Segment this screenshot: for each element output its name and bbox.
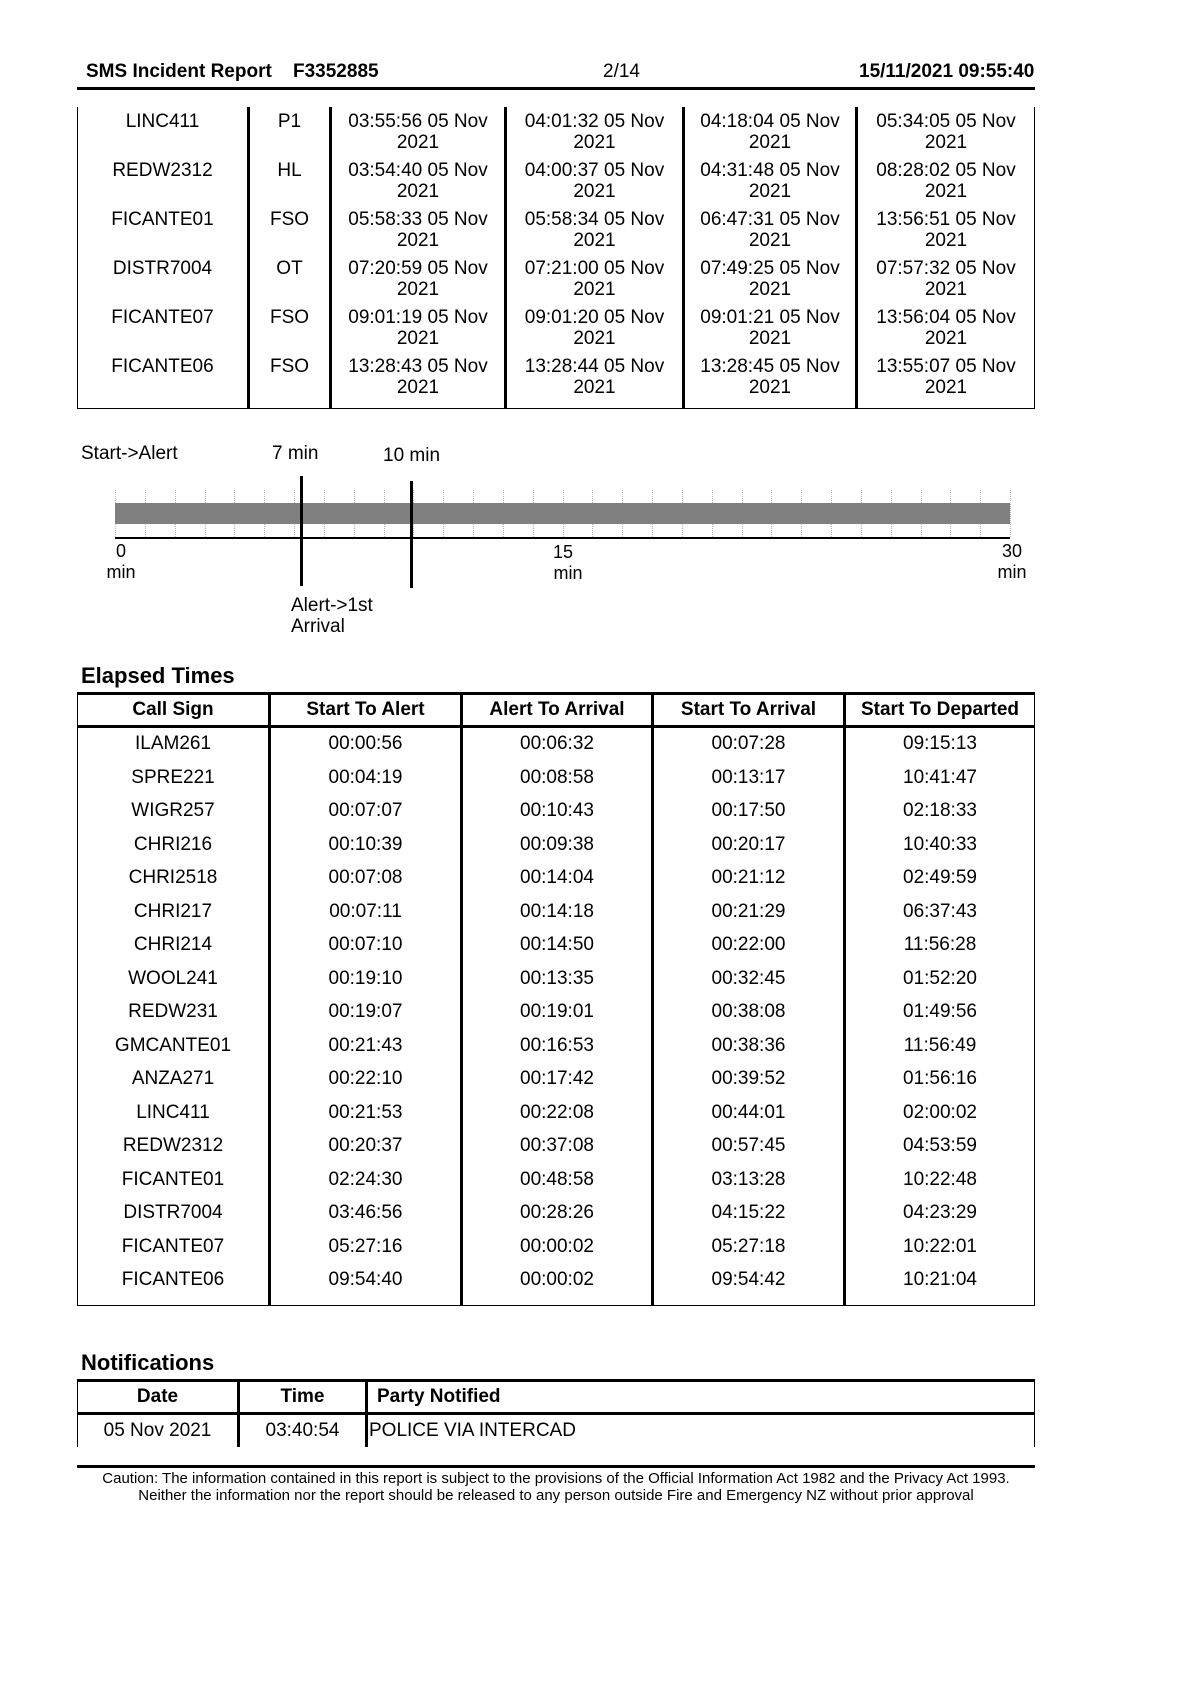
table-row <box>78 160 1034 209</box>
alert-arrival-label-line1: Alert->1st <box>291 595 373 616</box>
alert-to-arrival-cell: 00:00:02 <box>520 1269 594 1290</box>
tick-15-min <box>548 542 588 584</box>
call-sign-cell <box>78 258 247 279</box>
start-to-alert-cell: 00:20:37 <box>328 1135 403 1156</box>
time-4-year: 2021 <box>924 328 968 349</box>
time-1-year: 2021 <box>396 279 440 300</box>
start-to-arrival-cell: 00:22:00 <box>711 934 786 955</box>
column-header-time: Time <box>280 1386 325 1407</box>
tick-unit: min <box>553 563 583 583</box>
start-to-alert-cell: 00:19:10 <box>328 967 403 989</box>
start-to-departed-cell: 09:15:13 <box>903 733 977 754</box>
time-4: 07:57:32 05 Nov <box>876 258 1016 279</box>
start-to-alert-cell: 09:54:40 <box>328 1269 403 1290</box>
time-4-cell <box>858 307 1034 349</box>
table-row <box>78 1230 1034 1263</box>
alert-to-arrival-cell: 00:00:02 <box>520 1235 594 1257</box>
alert-to-arrival-cell: 00:16:53 <box>520 1034 594 1056</box>
unit-type: P1 <box>277 111 302 132</box>
tick-unit: min <box>997 562 1027 582</box>
time-4: 08:28:02 05 Nov <box>876 160 1016 181</box>
tick-value: 30 <box>1001 541 1023 561</box>
time-1-year: 2021 <box>396 230 440 251</box>
call-sign-cell: GMCANTE01 <box>114 1034 232 1056</box>
time-4-cell <box>858 209 1034 251</box>
table-row <box>78 794 1034 827</box>
time-3-year: 2021 <box>748 377 792 398</box>
time-1-cell <box>332 209 504 251</box>
start-to-departed-cell: 04:23:29 <box>903 1202 977 1223</box>
column-header-start-to-arrival: Start To Arrival <box>680 699 817 720</box>
time-3-cell <box>685 258 855 300</box>
start-to-departed-cell: 10:22:01 <box>903 1235 977 1257</box>
table-row <box>78 895 1034 928</box>
notifications-table <box>77 1379 1035 1447</box>
time-2: 13:28:44 05 Nov <box>524 356 665 377</box>
table-row <box>78 828 1034 861</box>
tick-unit: min <box>106 562 136 582</box>
tick-value: 15 <box>553 542 574 562</box>
table-row <box>78 928 1034 961</box>
column-header-date: Date <box>136 1386 179 1407</box>
start-to-alert-cell: 00:07:10 <box>328 934 403 955</box>
call-sign-cell <box>78 356 247 377</box>
time-1-cell <box>332 160 504 202</box>
report-datetime: 15/11/2021 09:55:40 <box>859 61 1035 82</box>
start-to-arrival-cell: 03:13:28 <box>711 1168 786 1190</box>
time-4-cell <box>858 111 1034 153</box>
time-2: 04:01:32 05 Nov <box>524 111 665 132</box>
unit-type: FSO <box>269 307 310 328</box>
caution-line-2: Neither the information nor the report should be released to any person outside Fire and Emergency NZ without prior approval <box>138 1487 974 1504</box>
time-4-year: 2021 <box>924 181 968 202</box>
time-3-cell <box>685 307 855 349</box>
start-to-alert-cell: 02:24:30 <box>328 1168 403 1190</box>
call-sign-cell <box>78 209 247 230</box>
call-sign-cell: CHRI217 <box>133 900 213 922</box>
table-row <box>78 1263 1034 1296</box>
start-alert-label: Start->Alert <box>81 443 178 464</box>
start-to-arrival-cell: 00:32:45 <box>711 967 786 989</box>
start-to-arrival-cell: 09:54:42 <box>711 1269 786 1290</box>
start-to-departed-cell: 10:40:33 <box>903 833 977 855</box>
start-to-departed-cell: 02:00:02 <box>903 1101 977 1123</box>
time-4-cell <box>858 356 1034 398</box>
start-to-alert-cell: 00:19:07 <box>328 1001 403 1022</box>
start-to-alert-cell: 00:21:43 <box>328 1034 403 1056</box>
start-to-departed-cell: 01:52:20 <box>903 967 977 989</box>
call-sign-cell: WOOL241 <box>128 967 218 989</box>
table-row <box>78 761 1034 794</box>
incident-id: F3352885 <box>293 61 379 82</box>
start-to-alert-cell: 00:10:39 <box>328 833 403 855</box>
time-1-year: 2021 <box>396 328 440 349</box>
time-4-cell <box>858 258 1034 300</box>
start-to-arrival-cell: 00:44:01 <box>711 1101 786 1123</box>
time-4: 13:56:51 05 Nov <box>876 209 1016 230</box>
alert-to-arrival-cell: 00:14:04 <box>520 867 594 888</box>
time-1-cell <box>332 356 504 398</box>
header-divider <box>77 87 1035 90</box>
alert-to-arrival-cell: 00:08:58 <box>520 766 594 788</box>
start-to-departed-cell: 11:56:49 <box>903 1034 977 1056</box>
unit-times-table <box>77 107 1035 409</box>
time-2-year: 2021 <box>573 132 616 153</box>
time-4-year: 2021 <box>924 377 968 398</box>
unit-type-cell <box>250 258 329 279</box>
time-2: 09:01:20 05 Nov <box>524 307 665 328</box>
start-to-alert-cell: 00:21:53 <box>328 1101 403 1123</box>
time-3: 07:49:25 05 Nov <box>700 258 840 279</box>
table-row <box>78 111 1034 160</box>
time-3-year: 2021 <box>748 279 792 300</box>
unit-type: HL <box>277 160 302 181</box>
table-row <box>78 727 1034 760</box>
time-1-cell <box>332 307 504 349</box>
time-2-cell <box>507 111 682 153</box>
time-1: 09:01:19 05 Nov <box>348 307 488 328</box>
time-3: 13:28:45 05 Nov <box>700 356 840 377</box>
column-header-start-to-alert: Start To Alert <box>306 699 425 720</box>
call-sign-cell: SPRE221 <box>131 766 215 788</box>
tick-0-min <box>103 541 139 583</box>
alert-to-arrival-cell: 00:37:08 <box>520 1135 594 1156</box>
time-2-cell <box>507 160 682 202</box>
call-sign-cell: ANZA271 <box>131 1068 215 1089</box>
time-3-cell <box>685 209 855 251</box>
time-2: 05:58:34 05 Nov <box>524 209 665 230</box>
start-to-arrival-cell: 04:15:22 <box>711 1202 786 1223</box>
time-2: 07:21:00 05 Nov <box>524 258 665 279</box>
call-sign: FICANTE06 <box>111 356 214 377</box>
time-4: 13:56:04 05 Nov <box>876 307 1016 328</box>
column-header-call-sign: Call Sign <box>132 699 214 720</box>
unit-type-cell <box>250 307 329 328</box>
start-to-departed-cell: 04:53:59 <box>903 1135 977 1156</box>
time-3: 09:01:21 05 Nov <box>700 307 840 328</box>
marker-7-min-label: 7 min <box>272 443 319 464</box>
alert-arrival-label-line2: Arrival <box>291 616 345 637</box>
alert-to-arrival-cell: 00:48:58 <box>520 1168 594 1190</box>
alert-to-arrival-cell: 00:10:43 <box>520 800 594 821</box>
alert-to-arrival-cell: 00:14:18 <box>520 900 594 922</box>
table-row <box>78 307 1034 356</box>
timeline-axis <box>115 537 1010 539</box>
time-1: 05:58:33 05 Nov <box>348 209 488 230</box>
time-3-cell <box>685 160 855 202</box>
call-sign-cell: WIGR257 <box>131 800 215 821</box>
time-1: 03:54:40 05 Nov <box>348 160 488 181</box>
time-3-year: 2021 <box>748 132 792 153</box>
start-to-departed-cell: 10:22:48 <box>903 1168 977 1190</box>
start-to-departed-cell: 11:56:28 <box>903 934 977 955</box>
unit-type: FSO <box>269 356 310 377</box>
start-to-arrival-cell: 05:27:18 <box>711 1235 786 1257</box>
unit-type-cell <box>250 160 329 181</box>
unit-type-cell <box>250 356 329 377</box>
start-to-alert-cell: 03:46:56 <box>328 1202 403 1223</box>
start-to-departed-cell: 02:49:59 <box>903 867 977 888</box>
time-2-year: 2021 <box>573 181 616 202</box>
table-row <box>78 1163 1034 1196</box>
time-3-year: 2021 <box>748 230 792 251</box>
call-sign-cell: REDW231 <box>128 1001 218 1022</box>
notification-time: 03:40:54 <box>265 1420 340 1441</box>
start-to-arrival-cell: 00:38:08 <box>711 1001 786 1022</box>
column-header-start-to-departed: Start To Departed <box>860 699 1019 720</box>
marker-line-7-min <box>300 476 303 586</box>
column-header-party-notified: Party Notified <box>377 1386 501 1407</box>
start-to-arrival-cell: 00:21:12 <box>711 867 786 888</box>
alert-to-arrival-cell: 00:22:08 <box>520 1101 594 1123</box>
time-1: 13:28:43 05 Nov <box>348 356 488 377</box>
alert-to-arrival-cell: 00:13:35 <box>520 967 594 989</box>
time-1-year: 2021 <box>396 132 440 153</box>
time-2-year: 2021 <box>573 230 616 251</box>
column-divider <box>365 1382 368 1447</box>
table-row <box>78 995 1034 1028</box>
start-to-departed-cell: 10:21:04 <box>903 1269 977 1290</box>
start-to-departed-cell: 02:18:33 <box>903 800 977 821</box>
call-sign: FICANTE01 <box>111 209 214 230</box>
alert-to-arrival-cell: 00:19:01 <box>520 1001 594 1022</box>
time-3-year: 2021 <box>748 328 792 349</box>
call-sign-cell <box>78 111 247 132</box>
elapsed-times-heading: Elapsed Times <box>81 663 235 688</box>
table-row <box>78 1096 1034 1129</box>
time-1-year: 2021 <box>396 181 440 202</box>
time-2: 04:00:37 05 Nov <box>524 160 665 181</box>
call-sign-cell <box>78 307 247 328</box>
time-1-cell <box>332 111 504 153</box>
start-to-arrival-cell: 00:20:17 <box>711 833 786 855</box>
page-number: 2/14 <box>603 61 640 82</box>
time-3-year: 2021 <box>748 181 792 202</box>
unit-type: FSO <box>269 209 310 230</box>
table-row <box>78 1062 1034 1095</box>
call-sign-cell: CHRI214 <box>133 934 213 955</box>
gridline <box>1010 490 1011 537</box>
time-1: 03:55:56 05 Nov <box>348 111 488 132</box>
time-3-cell <box>685 111 855 153</box>
time-4-year: 2021 <box>924 230 968 251</box>
timeline-bar <box>115 503 1010 524</box>
table-row <box>78 1029 1034 1062</box>
alert-to-arrival-cell: 00:09:38 <box>520 833 594 855</box>
alert-to-arrival-cell: 00:14:50 <box>520 934 594 955</box>
table-row <box>78 1129 1034 1162</box>
start-to-departed-cell: 01:49:56 <box>903 1001 977 1022</box>
time-1-year: 2021 <box>396 377 440 398</box>
call-sign: REDW2312 <box>112 160 213 181</box>
time-3: 04:31:48 05 Nov <box>700 160 840 181</box>
call-sign-cell: CHRI216 <box>133 833 213 855</box>
notification-party: POLICE VIA INTERCAD <box>369 1420 576 1441</box>
time-1-cell <box>332 258 504 300</box>
time-4: 13:55:07 05 Nov <box>876 356 1016 377</box>
call-sign-cell: FICANTE06 <box>121 1269 225 1290</box>
table-row <box>78 962 1034 995</box>
start-to-arrival-cell: 00:38:36 <box>711 1034 786 1056</box>
time-3: 04:18:04 05 Nov <box>700 111 840 132</box>
call-sign: LINC411 <box>125 111 200 132</box>
column-header-alert-to-arrival: Alert To Arrival <box>489 699 625 720</box>
start-to-alert-cell: 00:07:07 <box>328 800 403 821</box>
notifications-heading: Notifications <box>81 1350 215 1375</box>
notification-date: 05 Nov 2021 <box>103 1420 212 1441</box>
table-row <box>78 861 1034 894</box>
time-3: 06:47:31 05 Nov <box>700 209 840 230</box>
marker-line-10-min <box>410 481 413 588</box>
table-row <box>78 209 1034 258</box>
start-to-arrival-cell: 00:07:28 <box>711 733 786 754</box>
start-to-arrival-cell: 00:39:52 <box>711 1068 786 1089</box>
call-sign-cell: ILAM261 <box>134 733 212 754</box>
call-sign-cell: LINC411 <box>136 1101 210 1123</box>
call-sign-cell: CHRI2518 <box>128 867 218 888</box>
time-2-cell <box>507 307 682 349</box>
tick-value: 0 <box>115 541 126 561</box>
time-4-year: 2021 <box>924 279 968 300</box>
time-2-cell <box>507 258 682 300</box>
time-2-cell <box>507 209 682 251</box>
start-to-arrival-cell: 00:13:17 <box>711 766 786 788</box>
alert-to-arrival-cell: 00:28:26 <box>520 1202 594 1223</box>
call-sign: DISTR7004 <box>112 258 213 279</box>
footer-divider <box>77 1465 1035 1468</box>
time-2-year: 2021 <box>573 377 616 398</box>
report-title: SMS Incident Report <box>86 61 272 82</box>
call-sign-cell: DISTR7004 <box>123 1202 223 1223</box>
table-row <box>78 258 1034 307</box>
call-sign-cell: FICANTE01 <box>121 1168 225 1190</box>
start-to-alert-cell: 00:22:10 <box>328 1068 403 1089</box>
time-2-cell <box>507 356 682 398</box>
start-to-alert-cell: 00:04:19 <box>328 766 403 788</box>
start-to-departed-cell: 10:41:47 <box>903 766 977 788</box>
start-to-alert-cell: 00:07:08 <box>328 867 403 888</box>
table-row <box>78 356 1034 405</box>
alert-to-arrival-cell: 00:17:42 <box>520 1068 594 1089</box>
caution-line-1: Caution: The information contained in this report is subject to the provisions of the Official Information Act 1982 and the Privacy Act 1993. <box>102 1470 1010 1487</box>
call-sign-cell: FICANTE07 <box>121 1235 225 1257</box>
unit-type: OT <box>276 258 303 279</box>
start-to-alert-cell: 05:27:16 <box>328 1235 403 1257</box>
marker-10-min-label: 10 min <box>383 445 441 466</box>
start-to-arrival-cell: 00:21:29 <box>711 900 786 922</box>
elapsed-times-table <box>77 692 1035 1306</box>
start-to-alert-cell: 00:00:56 <box>328 733 403 754</box>
unit-type-cell <box>250 209 329 230</box>
time-4-cell <box>858 160 1034 202</box>
alert-to-arrival-cell: 00:06:32 <box>520 733 594 754</box>
start-to-arrival-cell: 00:57:45 <box>711 1135 786 1156</box>
call-sign: FICANTE07 <box>111 307 214 328</box>
time-3-cell <box>685 356 855 398</box>
call-sign-cell: REDW2312 <box>122 1135 224 1156</box>
table-row <box>78 1196 1034 1229</box>
time-1: 07:20:59 05 Nov <box>348 258 488 279</box>
call-sign-cell <box>78 160 247 181</box>
tick-30-min <box>994 541 1030 583</box>
start-to-departed-cell: 06:37:43 <box>903 900 977 922</box>
time-2-year: 2021 <box>573 328 616 349</box>
time-4-year: 2021 <box>924 132 968 153</box>
start-to-arrival-cell: 00:17:50 <box>711 800 786 821</box>
time-2-year: 2021 <box>573 279 616 300</box>
time-4: 05:34:05 05 Nov <box>876 111 1016 132</box>
unit-type-cell <box>250 111 329 132</box>
start-to-departed-cell: 01:56:16 <box>903 1068 977 1089</box>
start-to-alert-cell: 00:07:11 <box>329 900 402 922</box>
